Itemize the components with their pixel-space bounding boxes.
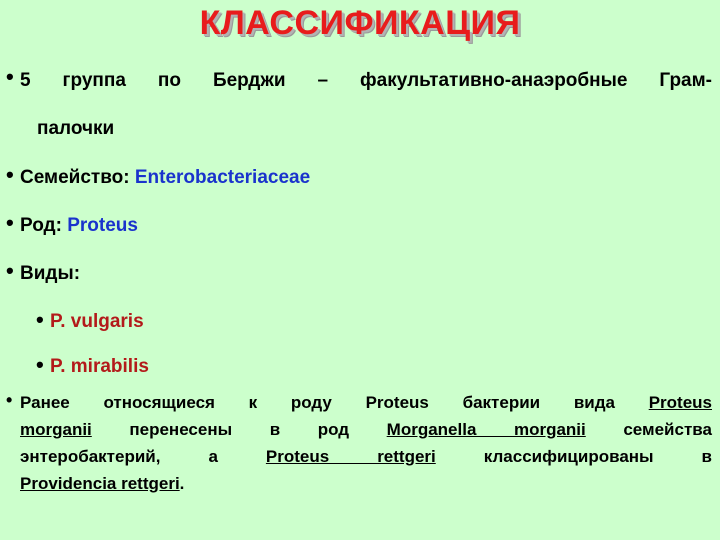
providencia-rettgeri-link[interactable]: Providencia rettgeri (20, 474, 180, 493)
genus-line (20, 215, 138, 237)
slide-title: КЛАССИФИКАЦИЯ (199, 4, 521, 42)
note-line-1 (20, 393, 712, 413)
species-label: Виды: (20, 263, 81, 284)
bullet-icon: • (36, 307, 44, 332)
note-text: перенесены в род (129, 420, 350, 439)
note-text: Ранее относящиеся к роду Proteus бактерии вида (20, 393, 615, 412)
genus-label: Род: (20, 215, 62, 236)
bullet-icon: • (6, 390, 13, 410)
proteus-rettgeri-link[interactable]: Proteus rettgeri (265, 447, 436, 466)
proteus-link[interactable]: Proteus (648, 393, 712, 412)
family-line (20, 167, 310, 189)
genus-value: Proteus (67, 215, 138, 236)
family-label: Семейство: (20, 167, 130, 188)
group-line-1: 5 группа по Берджи – факультативно-анаэробные Грам- (20, 70, 712, 91)
group-line-2: палочки (37, 118, 115, 139)
note-text: классифицированы в (483, 447, 712, 466)
bullet-icon: • (6, 162, 14, 187)
note-text: . (179, 474, 185, 493)
bullet-icon: • (6, 210, 14, 235)
note-line-3 (20, 447, 712, 467)
family-value: Enterobacteriaceae (134, 167, 311, 188)
note-line-4 (20, 474, 712, 494)
morganella-morganii-link[interactable]: Morganella morganii (386, 420, 586, 439)
morganii-link[interactable]: morganii (20, 420, 92, 439)
note-line-2 (20, 420, 712, 440)
note-text: энтеробактерий, а (20, 447, 218, 466)
note-text: семейства (623, 420, 712, 439)
bullet-icon: • (36, 352, 44, 377)
bullet-icon: • (6, 258, 14, 283)
species-item: P. mirabilis (50, 356, 149, 377)
species-item: P. vulgaris (50, 311, 144, 332)
bullet-icon: • (6, 64, 14, 89)
